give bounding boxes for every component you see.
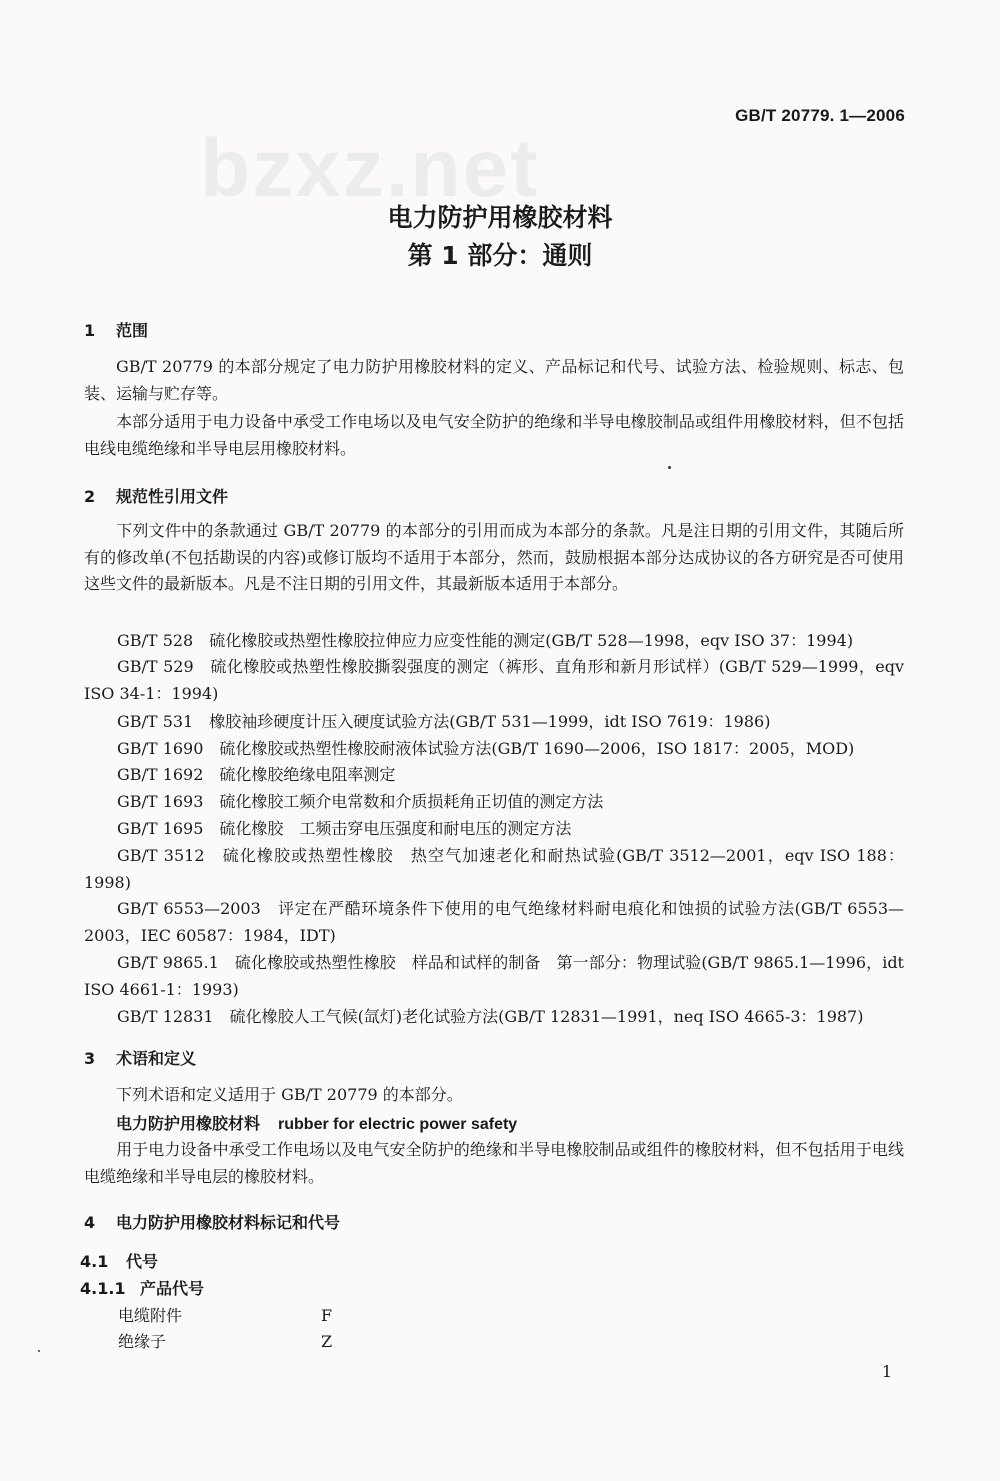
section-number: 1 (84, 321, 96, 340)
reference-text: GB/T 6553—2003 评定在严酷环境条件下使用的电气绝缘材料耐电痕化和蚀损的试验方法(GB/T 6553—2003，IEC 60587：1984，IDT) (84, 899, 904, 945)
reference-item (84, 654, 904, 707)
paragraph-text: GB/T 20779 的本部分规定了电力防护用橡胶材料的定义、产品标记和代号、试验方法、检验规则、标志、包装、运输与贮存等。 (84, 357, 904, 403)
reference-item (84, 1004, 904, 1031)
term-english: rubber for electric power safety (278, 1116, 518, 1133)
section-number: 4 (84, 1213, 96, 1232)
section-number: 2 (84, 487, 96, 506)
product-code-row (118, 1329, 332, 1352)
reference-item (84, 789, 904, 816)
reference-text: GB/T 531 橡胶袖珍硬度计压入硬度试验方法(GB/T 531—1999，idt ISO 7619：1986) (117, 712, 771, 731)
reference-text: GB/T 1695 硫化橡胶 工频击穿电压强度和耐电压的测定方法 (117, 819, 572, 838)
subsection-number: 4.1.1 (80, 1279, 126, 1298)
section-title: 术语和定义 (116, 1049, 197, 1068)
reference-text: GB/T 529 硫化橡胶或热塑性橡胶撕裂强度的测定（裤形、直角形和新月形试样）(GB/T 529—1999，eqv ISO 34-1：1994) (84, 657, 904, 703)
term-entry (116, 1111, 517, 1134)
subsection-number: 4.1 (80, 1252, 109, 1271)
reference-text: GB/T 3512 硫化橡胶或热塑性橡胶 热空气加速老化和耐热试验(GB/T 3512—2001，eqv ISO 188：1998) (84, 846, 904, 892)
section-heading-3 (84, 1046, 196, 1069)
subsection-heading-4-1-1 (80, 1276, 204, 1299)
section-title: 范围 (116, 321, 149, 340)
reference-item (84, 950, 904, 1003)
section-heading-1 (84, 318, 148, 341)
reference-text: GB/T 9865.1 硫化橡胶或热塑性橡胶 样品和试样的制备 第一部分：物理试验(GB/T 9865.1—1996，idt ISO 4661-1：1993) (84, 953, 904, 999)
paragraph-text: 用于电力设备中承受工作电场以及电气安全防护的绝缘和半导电橡胶制品或组件的橡胶材料，但不包括用于电线电缆绝缘和半导电层的橡胶材料。 (84, 1140, 904, 1186)
paragraph (84, 1137, 904, 1190)
document-subtitle: 第 1 部分：通则 (407, 241, 593, 270)
standard-number: GB/T 20779. 1—2006 (735, 106, 905, 125)
reference-text: GB/T 1692 硫化橡胶绝缘电阻率测定 (117, 765, 396, 784)
reference-item (84, 896, 904, 949)
document-title: 电力防护用橡胶材料 (387, 203, 613, 232)
product-code-row (118, 1303, 332, 1326)
product-name: 绝缘子 (118, 1332, 167, 1351)
product-name: 电缆附件 (118, 1306, 183, 1325)
reference-text: GB/T 1690 硫化橡胶或热塑性橡胶耐液体试验方法(GB/T 1690—2006，ISO 1817：2005，MOD) (117, 739, 855, 758)
section-heading-4 (84, 1210, 340, 1233)
section-title: 规范性引用文件 (116, 487, 229, 506)
reference-text: GB/T 12831 硫化橡胶人工气候(氙灯)老化试验方法(GB/T 12831—1991，neq ISO 4665-3：1987) (117, 1007, 864, 1026)
paragraph (84, 354, 904, 407)
reference-text: GB/T 528 硫化橡胶或热塑性橡胶拉伸应力应变性能的测定(GB/T 528—1998，eqv ISO 37：1994) (117, 631, 854, 650)
reference-item (84, 762, 904, 789)
speck (38, 1350, 40, 1352)
paragraph-text: 下列文件中的条款通过 GB/T 20779 的本部分的引用而成为本部分的条款。凡是注日期的引用文件，其随后所有的修改单(不包括勘误的内容)或修订版均不适用于本部分，然而，鼓励根据本部分达成协议的各方研究是否可使用这些文件的最新版本。凡是不注日期的引用文件，其最新版本适用于本部分。 (84, 521, 904, 593)
section-number: 3 (84, 1049, 96, 1068)
section-heading-2 (84, 484, 228, 507)
reference-item (84, 628, 904, 655)
paragraph (84, 409, 904, 462)
product-code: F (321, 1306, 333, 1325)
page-number: 1 (881, 1362, 892, 1381)
paragraph (84, 518, 904, 598)
term-chinese: 电力防护用橡胶材料 (116, 1114, 261, 1133)
reference-item (84, 709, 904, 736)
subsection-title: 产品代号 (140, 1279, 205, 1298)
subsection-title: 代号 (126, 1252, 159, 1271)
section-title: 电力防护用橡胶材料标记和代号 (116, 1213, 341, 1232)
reference-text: GB/T 1693 硫化橡胶工频介电常数和介质损耗角正切值的测定方法 (117, 792, 604, 811)
paragraph (84, 1082, 904, 1109)
reference-item (84, 816, 904, 843)
product-code: Z (321, 1332, 333, 1351)
reference-item (84, 843, 904, 896)
subsection-heading-4-1 (80, 1249, 158, 1272)
reference-item (84, 736, 904, 763)
watermark: bzxz.net (200, 123, 540, 214)
paragraph-text: 本部分适用于电力设备中承受工作电场以及电气安全防护的绝缘和半导电橡胶制品或组件用橡胶材料，但不包括电线电缆绝缘和半导电层用橡胶材料。 (84, 412, 904, 458)
paragraph-text: 下列术语和定义适用于 GB/T 20779 的本部分。 (116, 1085, 463, 1104)
speck (668, 466, 671, 469)
